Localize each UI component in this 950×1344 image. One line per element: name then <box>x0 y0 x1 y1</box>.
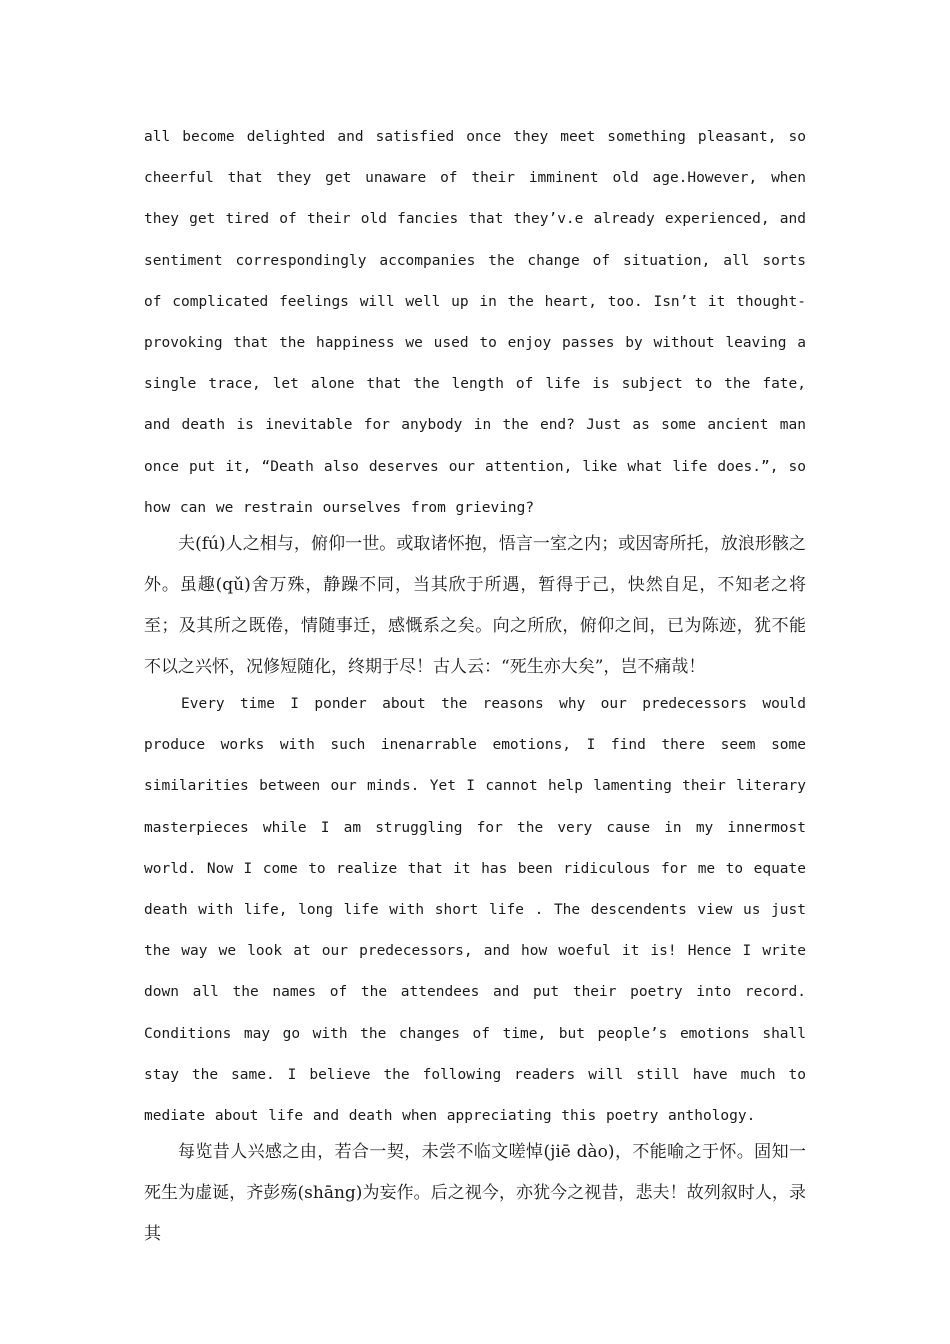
english-paragraph-2: Every time I ponder about the reasons why our predecessors would produce works with such inenarrable emotions, I find there seem some similarities between our minds. Yet I cannot help lamenting their literary masterpieces while I am struggling for the very cause in my innermost world. Now I come to realize that it has been ridiculous for me to equate death with life, long life with short life . The descendents view us just the way we look at our predecessors, and how woeful it is! Hence I write down all the names of the attendees and put their poetry into record. Conditions may go with the changes of time, but people’s emotions shall stay the same. I believe the following readers will still have much to mediate about life and death when appreciating this poetry anthology. <box>144 696 806 1125</box>
chinese-paragraph-1: 夫(fú)人之相与，俯仰一世。或取诸怀抱，悟言一室之内；或因寄所托，放浪形骸之外。虽趣(qǔ)舍万殊，静躁不同，当其欣于所遇，暂得于己，快然自足，不知老之将至；及其所之既倦，情随事迁，感慨系之矣。向之所欣，俯仰之间，已为陈迹，犹不能不以之兴怀，况修短随化，终期于尽！古人云：“死生亦大矣”，岂不痛哉！ <box>144 534 806 677</box>
chinese-paragraph-2: 每览昔人兴感之由，若合一契，未尝不临文嗟悼(jiē dào)，不能喻之于怀。固知一死生为虚诞，齐彭殇(shāng)为妄作。后之视今，亦犹今之视昔，悲夫！故列叙时人，录其 <box>144 1142 806 1244</box>
english-paragraph-1: all become delighted and satisfied once they meet something pleasant, so cheerful that they get unaware of their imminent old age.However, when they get tired of their old fancies that they’v.e already experienced, and sentiment correspondingly accompanies the change of situation, all sorts of complicated feelings will well up in the heart, too. Isn’t it thought-provoking that the happiness we used to enjoy passes by without leaving a single trace, let alone that the length of life is subject to the fate, and death is inevitable for anybody in the end? Just as some ancient man once put it, “Death also deserves our attention, like what life does.”, so how can we restrain ourselves from grieving? <box>144 129 806 516</box>
